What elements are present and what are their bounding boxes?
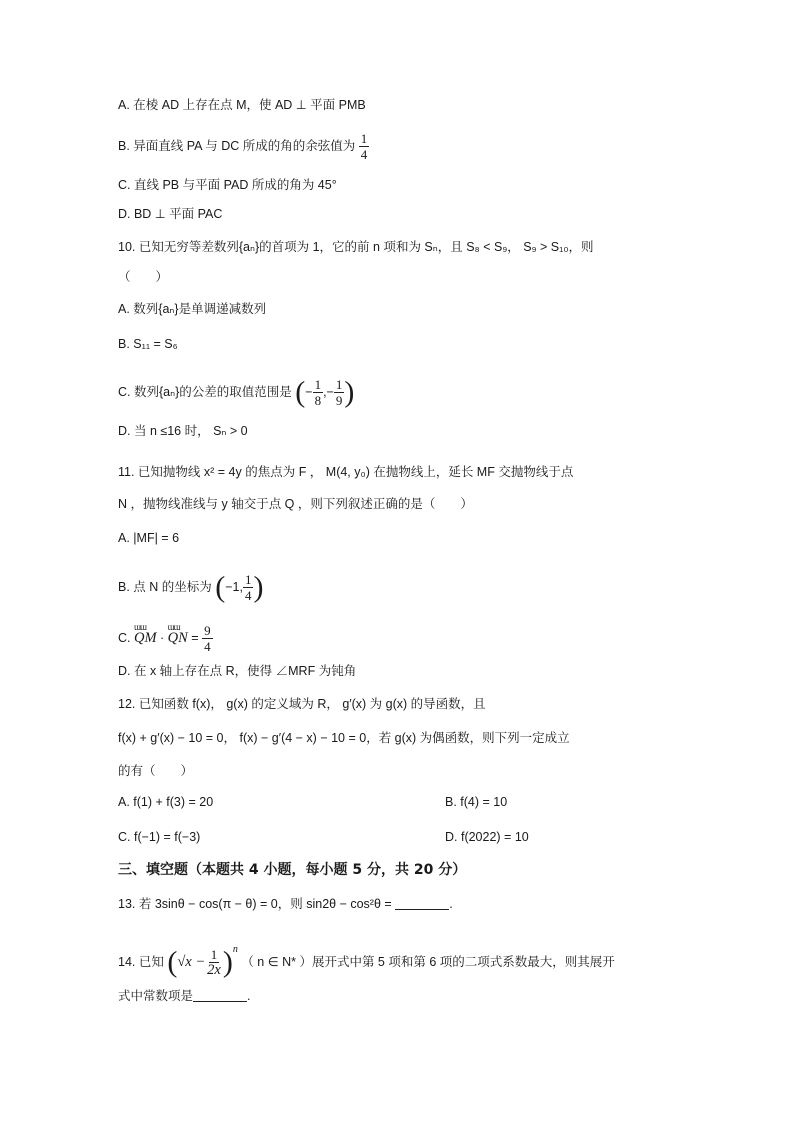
q10-answer-paren: （ ）	[118, 270, 169, 284]
sqrt-x: √x −	[177, 954, 206, 970]
q9-option-d	[118, 204, 222, 224]
q10-option-c: C. 数列{aₙ}的公差的取值范围是 (− $\frac{1}{8}$ ,− $\frac{1}{9}$ )	[118, 375, 355, 409]
open-paren: (	[167, 945, 178, 979]
fraction-one-quarter: $\frac{1}{4}$	[360, 131, 368, 162]
section-heading-fill-in	[118, 860, 466, 880]
q11-stem-text-2: N ，抛物线准线与 y 轴交于点 Q ，则下列叙述正确的是（ ）	[118, 497, 473, 511]
q14-stem-line2: 式中常数项是 .	[118, 989, 251, 1003]
q12-stem-text: 12. 已知函数 f(x)， g(x) 的定义域为 R， g′(x) 为 g(x) 的导函数，且	[118, 697, 486, 711]
q12-stem-line1	[118, 694, 486, 714]
q12-option-a	[118, 792, 213, 812]
q10-option-d	[118, 421, 248, 441]
q11-stem-line2	[118, 494, 473, 514]
q12-option-c-text: C. f(−1) = f(−3)	[118, 830, 201, 844]
q11-option-c-label: C.	[118, 630, 131, 645]
q10-stem-text: 10. 已知无穷等差数列{aₙ}的首项为 1，它的前 n 项和为 Sₙ，且 S₈ < S₉， S₉ > S₁₀，则	[118, 240, 594, 254]
q11-option-d	[118, 661, 356, 681]
q10-option-b-text: B. S₁₁ = S₆	[118, 337, 178, 351]
q10-option-d-text: D. 当 n ≤16 时， Sₙ > 0	[118, 424, 248, 438]
q9-option-c-text: C. 直线 PB 与平面 PAD 所成的角为 45°	[118, 178, 337, 192]
q12-stem-text-3: 的有（ ）	[118, 764, 194, 778]
q14-stem-text: （ n ∈ N* ）展开式中第 5 项和第 6 项的二项式系数最大，则其展开	[241, 955, 615, 969]
q12-option-d	[445, 827, 529, 847]
close-paren: )	[222, 945, 233, 979]
q12-stem-line2	[118, 728, 570, 748]
q9-option-d-text: D. BD ⊥ 平面 PAC	[118, 207, 223, 221]
q12-stem-text-2: f(x) + g′(x) − 10 = 0， f(x) − g′(4 − x) − 10 = 0，若 g(x) 为偶函数，则下列一定成立	[118, 731, 570, 745]
q11-option-b: B. 点 N 的坐标为 (−1, $\frac{1}{4}$ )	[118, 570, 264, 604]
vector-qn: ɯɯ QN	[168, 628, 188, 648]
q11-option-c: C. ɯɯ QM · ɯɯ QN = $\frac{9}{4}$	[118, 623, 213, 654]
answer-blank[interactable]	[193, 987, 247, 1002]
q11-stem-line1	[118, 462, 573, 482]
q12-option-b	[445, 792, 507, 812]
q9-option-a	[118, 95, 366, 115]
q9-option-b-text: B. 异面直线 PA 与 DC 所成的角的余弦值为	[118, 138, 356, 153]
q10-option-b	[118, 334, 178, 354]
fraction-one-quarter: $\frac{1}{4}$	[244, 572, 252, 603]
q11-option-a	[118, 528, 179, 548]
q12-option-d-text: D. f(2022) = 10	[445, 830, 529, 844]
q11-option-b-text: B. 点 N 的坐标为	[118, 579, 212, 594]
q9-option-a-text: A. 在棱 AD 上存在点 M，使 AD ⊥ 平面 PMB	[118, 98, 366, 112]
q10-stem-line1	[118, 237, 594, 257]
q14-prefix: 14. 已知	[118, 955, 164, 969]
exponent-n: n	[232, 944, 238, 955]
fraction-one-over-2x: $\frac{1}{2x}$	[207, 947, 221, 979]
q14-stem-line1	[118, 940, 615, 978]
q12-option-c	[118, 827, 200, 847]
q11-option-a-text: A. |MF| = 6	[118, 531, 180, 545]
q10-stem-line2	[118, 267, 168, 287]
q13-stem: 13. 若 3sinθ − cos(π − θ) = 0，则 sin2θ − cos²θ = .	[118, 897, 453, 911]
fraction-nine-quarters: $\frac{9}{4}$	[204, 623, 211, 654]
close-paren: )	[253, 570, 264, 604]
fraction-one-eighth: $\frac{1}{8}$	[314, 377, 322, 408]
open-paren: (	[295, 375, 306, 409]
q12-option-b-text: B. f(4) = 10	[445, 795, 508, 809]
q9-option-c	[118, 175, 337, 195]
q11-stem-text: 11. 已知抛物线 x² = 4y 的焦点为 F ， M(4, y₀) 在抛物线上，延长 MF 交抛物线于点	[118, 465, 574, 479]
open-paren: (	[215, 570, 226, 604]
fraction-one-ninth: $\frac{1}{9}$	[335, 377, 343, 408]
q10-option-c-text: C. 数列{aₙ}的公差的取值范围是	[118, 384, 292, 399]
q13-stem-text: 13. 若 3sinθ − cos(π − θ) = 0，则 sin2θ − cos²θ =	[118, 897, 392, 911]
q10-option-a	[118, 299, 266, 319]
q14-stem-text-2: 式中常数项是	[118, 989, 194, 1003]
close-paren: )	[344, 375, 355, 409]
q12-option-a-text: A. f(1) + f(3) = 20	[118, 795, 214, 809]
q10-option-a-text: A. 数列{aₙ}是单调递减数列	[118, 302, 267, 316]
answer-blank[interactable]	[395, 895, 449, 910]
section-heading-text: 三、填空题（本题共 4 小题，每小题 5 分，共 20 分）	[118, 862, 467, 878]
q9-option-b	[118, 131, 369, 162]
q12-stem-line3	[118, 761, 193, 781]
q11-option-d-text: D. 在 x 轴上存在点 R，使得 ∠MRF 为钝角	[118, 664, 357, 678]
vector-qm: ɯɯ QM	[134, 628, 157, 648]
